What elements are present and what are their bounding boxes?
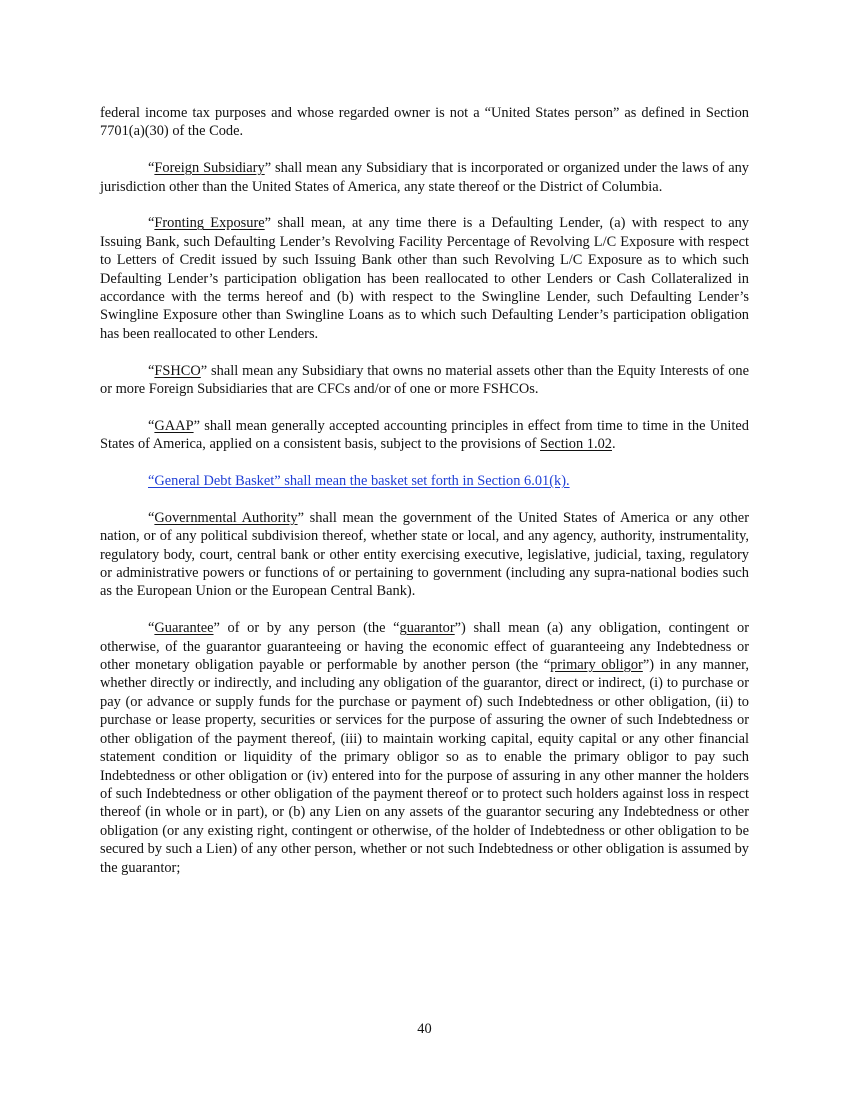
definition-end: .	[611, 436, 616, 453]
definition-text: ”) in any manner, whether directly or indirectly, and including any obligation of the guarantor, direct or indirect, (i) to purchase or pay (or advance or supply funds for the purchase or payment of) such Indebtedness or other obligation, (ii) to purchase or lease property, securities or services for the purpose of assuring the owner of such Indebtedness or other obligation of the payment thereof, (iii) to maintain working capital, equity capital or any other financial statement condition or liquidity of the primary obligor so as to enable the primary obligor to pay such Indebtedness or other obligation or (iv) entered into for the purpose of assuring in any other manner the holders of such Indebtedness or other obligation of the payment thereof or to protect such holders against loss in respect thereof (in whole or in part), or (b) any Lien on any assets of the guarantor securing any Indebtedness or other obligation (or any existing right, contingent or otherwise, of the holder of Indebtedness or other obligation to be secured by such a Lien) of any other person, whether or not such Indebtedness or other obligation is assumed by the guarantor;	[100, 657, 749, 876]
definition-governmental-authority	[100, 509, 749, 601]
defined-term: Foreign Subsidiary	[154, 160, 265, 177]
quote-open: “	[148, 215, 155, 232]
defined-term: Fronting Exposure	[154, 215, 265, 232]
quote-open: “	[148, 509, 155, 526]
definition-foreign-subsidiary	[100, 159, 749, 196]
definition-continuation: federal income tax purposes and whose regarded owner is not a “United States person” as defined in Section 7701(a)(30) of the Code.	[100, 105, 749, 140]
definition-text: ” shall mean, at any time there is a Defaulting Lender, (a) with respect to any Issuing Bank, such Defaulting Lender’s Revolving Facility Percentage of Revolving L/C Exposure with respect to Letters of Credit issued by such Issuing Bank other than such Revolving L/C Exposure as to which such Defaulting Lender’s participation obligation has been reallocated to other Lenders or Cash Collateralized in accordance with the terms hereof and (b) with respect to the Swingline Lender, such Defaulting Lender’s Swingline Exposure other than Swingline Loans as to which such Defaulting Lender’s participation obligation has been reallocated to other Lenders.	[100, 215, 749, 342]
defined-term: FSHCO	[154, 362, 201, 379]
defined-term-primary-obligor: primary obligor	[550, 657, 643, 674]
definition-guarantee	[100, 619, 749, 877]
defined-term-guarantor: guarantor	[399, 620, 455, 637]
defined-term: Governmental Authority	[154, 509, 298, 526]
inserted-text-link[interactable]: “General Debt Basket” shall mean the basket set forth in Section 6.01(k).	[148, 473, 570, 490]
defined-term: Guarantee	[154, 620, 214, 637]
definition-text: ” shall mean generally accepted accounting principles in effect from time to time in the United States of America, applied on a consistent basis, subject to the provisions of	[100, 417, 749, 453]
definition-text: ” of or by any person (the “	[213, 620, 400, 637]
definition-text: ” shall mean the government of the United States of America or any other nation, or of any political subdivision thereof, whether state or local, and any agency, authority, instrumentality, regulatory body, court, central bank or other entity exercising executive, legislative, judicial, taxing, regulatory or administrative powers or functions of or pertaining to government (including any supra-national bodies such as the European Union or the European Central Bank).	[100, 509, 749, 600]
defined-term: GAAP	[154, 417, 194, 434]
definition-text: ” shall mean any Subsidiary that owns no material assets other than the Equity Interests of one or more Foreign Subsidiaries that are CFCs and/or of one or more FSHCOs.	[100, 362, 749, 398]
quote-open: “	[148, 362, 155, 379]
quote-open: “	[148, 620, 155, 637]
quote-open: “	[148, 417, 155, 434]
quote-open: “	[148, 160, 155, 177]
definition-text: ” shall mean any Subsidiary that is incorporated or organized under the laws of any jurisdiction other than the United States of America, any state thereof or the District of Columbia.	[100, 160, 749, 195]
definition-fronting-exposure	[100, 214, 749, 343]
definition-gaap	[100, 417, 749, 454]
document-body	[100, 104, 749, 895]
definition-text: ”) shall mean (a) any obligation, contingent or otherwise, of the guarantor guaranteeing or having the economic effect of guaranteeing any Indebtedness or other monetary obligation payable or performable by another person (the “	[100, 620, 749, 674]
definition-general-debt-basket	[100, 472, 749, 490]
page-number: 40	[417, 1021, 432, 1037]
section-reference: Section 1.02	[540, 436, 612, 453]
definition-fshco	[100, 362, 749, 399]
